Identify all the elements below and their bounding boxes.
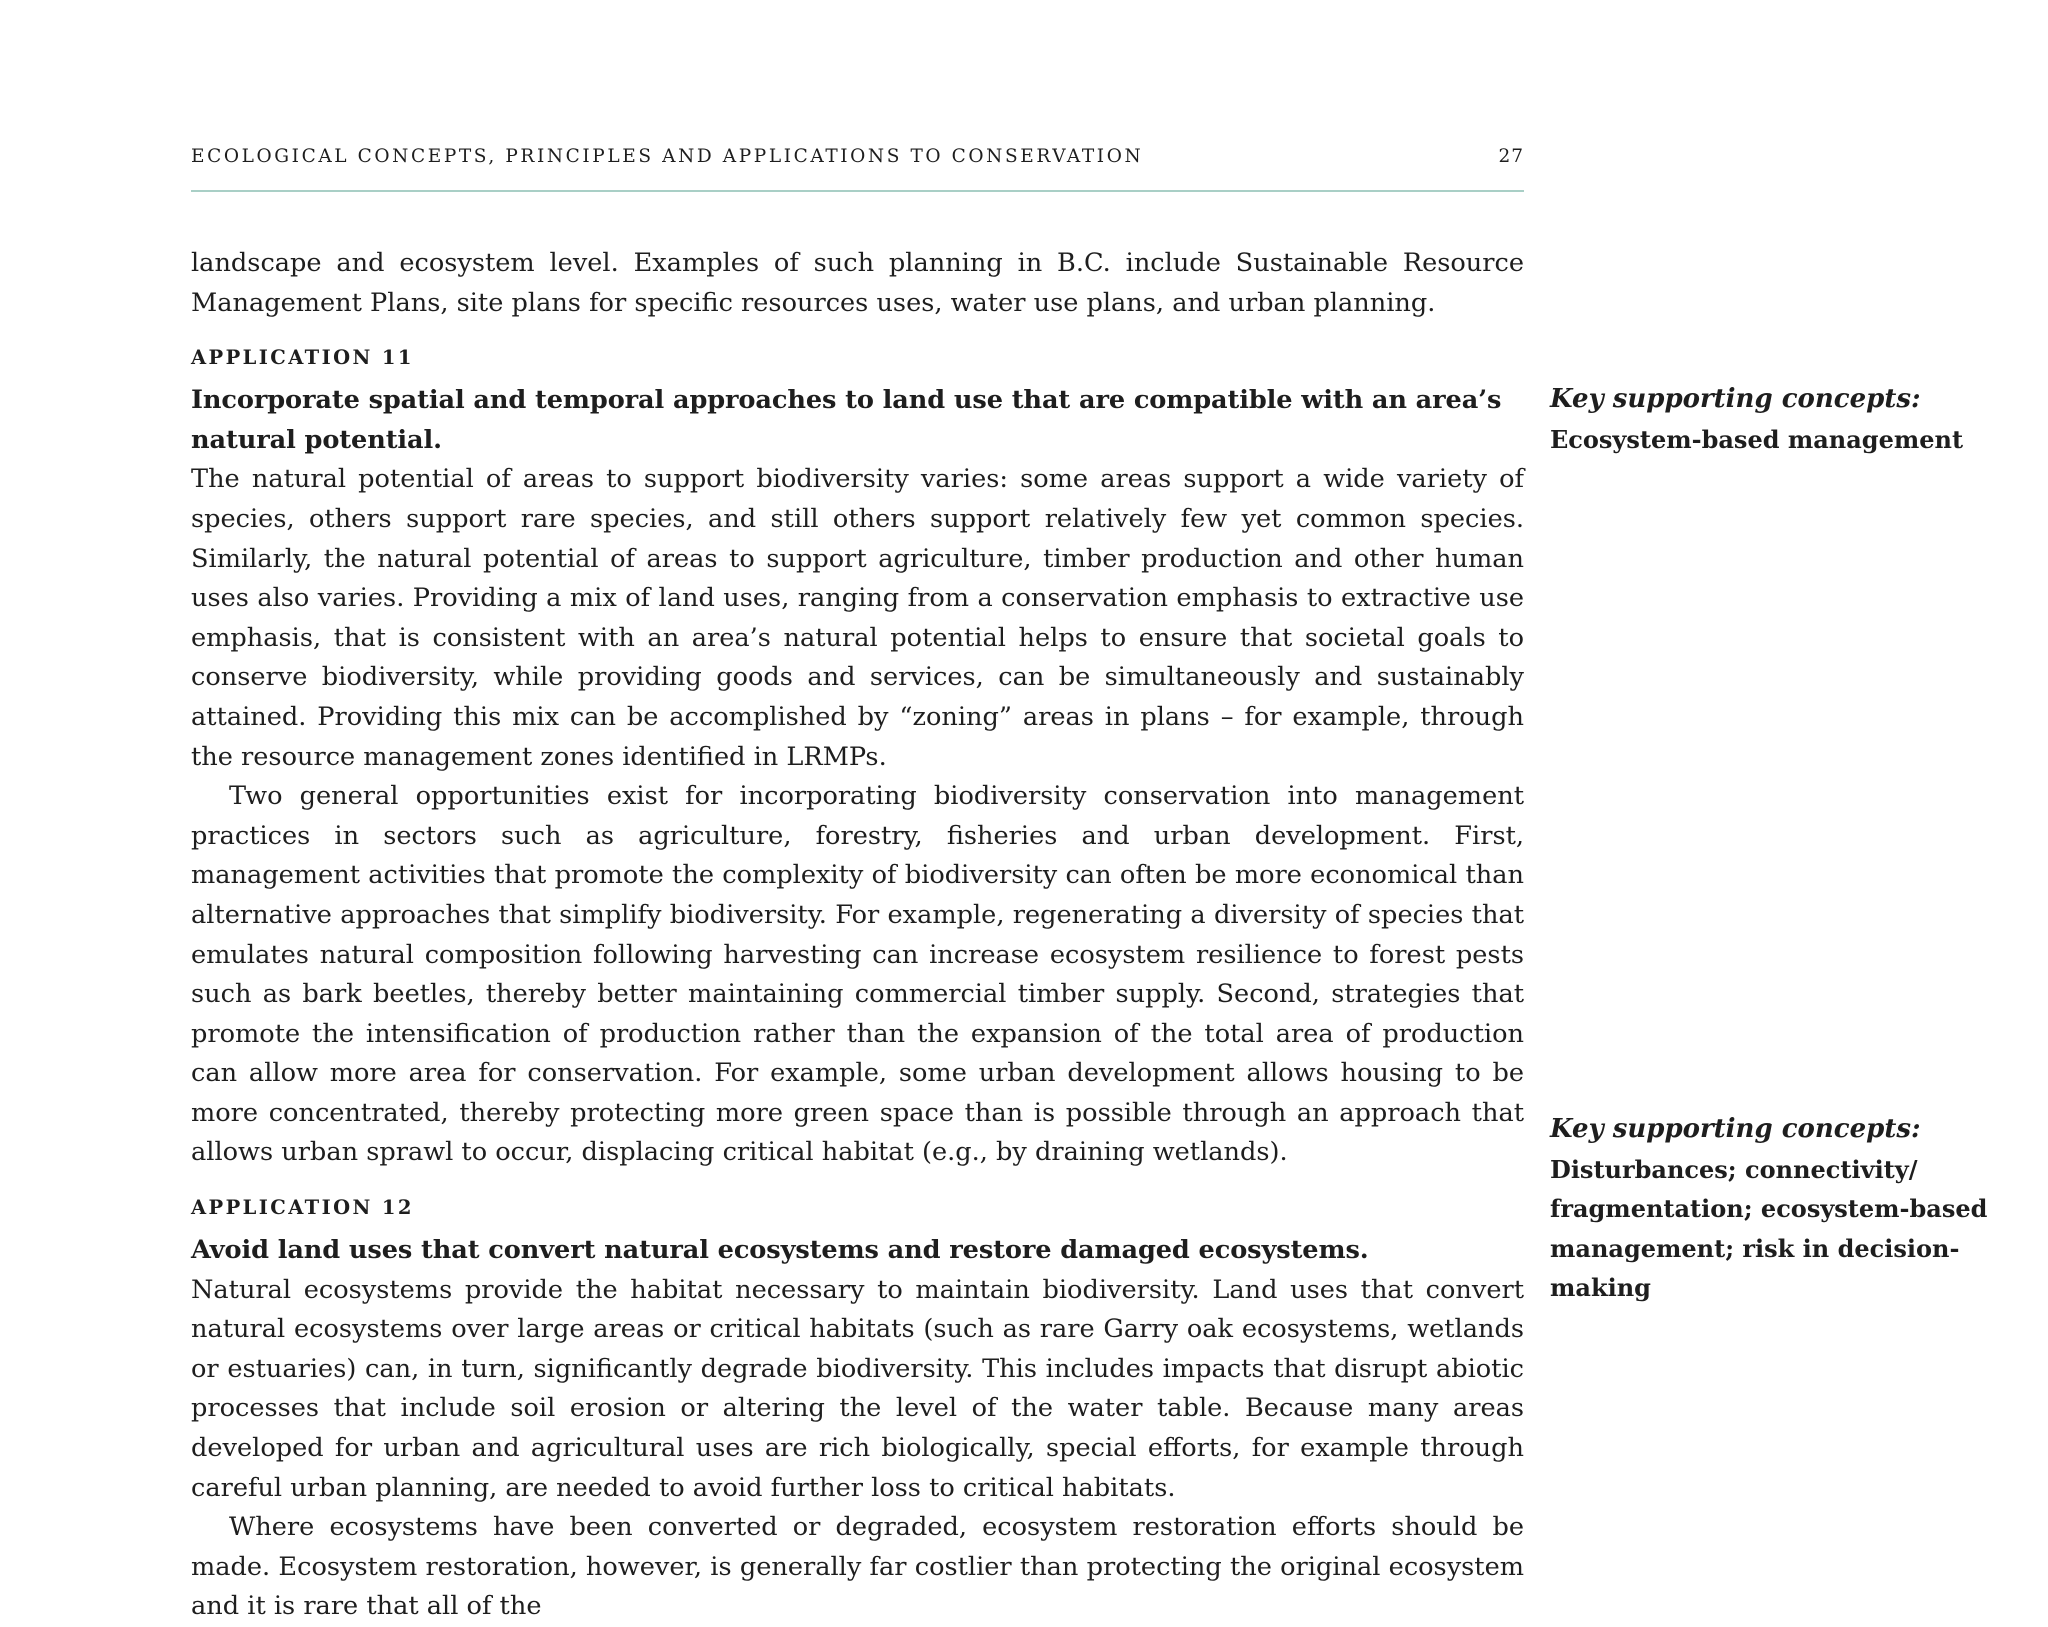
application-11-label: APPLICATION 11 <box>191 346 414 370</box>
sidebar-key-concepts-11 <box>1550 380 2030 459</box>
main-text-column <box>191 244 1524 1627</box>
sidebar-heading: Key supporting concepts: <box>1550 1114 1921 1144</box>
page-number: 27 <box>1498 146 1524 167</box>
sidebar-concept-line: Ecosystem-based management <box>1550 424 1964 454</box>
sidebar-concept-line: fragmentation; ecosystem-based <box>1550 1194 1988 1224</box>
sidebar-heading: Key supporting concepts: <box>1550 384 1921 414</box>
application-12-label: APPLICATION 12 <box>191 1196 414 1220</box>
running-header <box>191 146 1524 192</box>
application-12-title: Avoid land uses that convert natural ecosystems and restore damaged ecosystems. <box>191 1235 1369 1266</box>
intro-paragraph: landscape and ecosystem level. Examples of such planning in B.C. include Sustainable Resource Management Plans, site plans for specific resources uses, water use plans, and urban planning. <box>191 248 1524 318</box>
application-11-title: Incorporate spatial and temporal approaches to land use that are compatible with an area’s natural potential. <box>191 385 1502 455</box>
application-12-paragraph-1: Natural ecosystems provide the habitat necessary to maintain biodiversity. Land uses that convert natural ecosystems over large areas or critical habitats (such as rare Garry oak ecosystems, wetlands or estuaries) can, in turn, significantly degrade biodiversity. This includes impacts that disrupt abiotic processes that include soil erosion or altering the level of the water table. Because many areas developed for urban and agricultural uses are rich biologically, special efforts, for example through careful urban planning, are needed to avoid further loss to critical habitats. <box>191 1274 1524 1503</box>
application-11-paragraph-1: The natural potential of areas to support biodiversity varies: some areas support a wide variety of species, others support rare species, and still others support relatively few yet common species. Similarly, the natural potential of areas to support agriculture, timber production and other human uses also varies. Providing a mix of land uses, ranging from a conservation emphasis to extractive use emphasis, that is consistent with an area’s natural potential helps to ensure that societal goals to conserve biodiversity, while providing goods and services, can be simultaneously and sustainably attained. Providing this mix can be accomplished by “zoning” areas in plans – for example, through the resource management zones identified in LRMPs. <box>191 464 1524 772</box>
application-11-paragraph-2: Two general opportunities exist for incorporating biodiversity conservation into management practices in sectors such as agriculture, forestry, fisheries and urban development. First, management activities that promote the complexity of biodiversity can often be more economical than alternative approaches that simplify biodiversity. For example, regenerating a diversity of species that emulates natural composition following harvesting can increase ecosystem resilience to forest pests such as bark beetles, thereby better maintaining commercial timber supply. Second, strategies that promote the intensification of production rather than the expansion of the total area of production can allow more area for conservation. For example, some urban development allows housing to be more concentrated, thereby protecting more green space than is possible through an approach that allows urban sprawl to occur, displacing critical habitat (e.g., by draining wetlands). <box>191 781 1524 1168</box>
application-12-paragraph-2: Where ecosystems have been converted or degraded, ecosystem restoration efforts should be made. Ecosystem restoration, however, is generally far costlier than protecting the original ecosystem and it is rare that all of the <box>191 1512 1524 1622</box>
running-header-title: ECOLOGICAL CONCEPTS, PRINCIPLES AND APPLICATIONS TO CONSERVATION <box>191 146 1144 167</box>
sidebar-concept-line: Disturbances; connectivity/ <box>1550 1154 1918 1184</box>
sidebar-key-concepts-12 <box>1550 1110 2030 1308</box>
sidebar-concept-line: management; risk in decision-making <box>1550 1233 1960 1303</box>
